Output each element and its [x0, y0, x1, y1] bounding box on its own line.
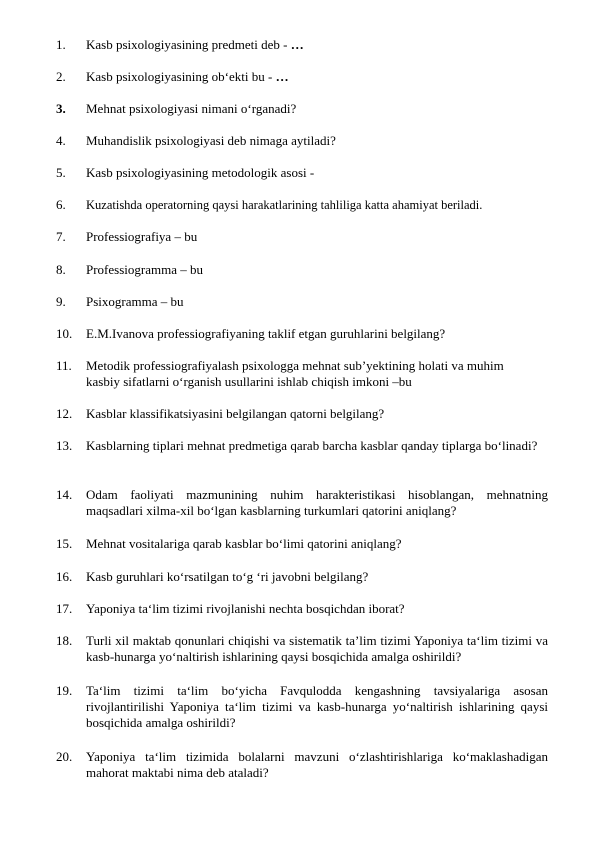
question-item — [56, 133, 548, 149]
question-text: Metodik professiografiyalash psixologga mehnat sub’yektining holati va muhim kasbiy sifatlarni o‘rganish usullarini ishlab chiqish imkoni –bu — [86, 358, 504, 389]
question-number: 14. — [56, 487, 73, 502]
question-number: 15. — [56, 536, 73, 551]
question-text: Yaponiya ta‘lim tizimida bolalarni mavzuni o‘zlashtirishlariga ko‘maklashadigan mahorat maktabi nima deb ataladi? — [86, 749, 548, 780]
question-item — [56, 487, 548, 519]
question-text: Kuzatishda operatorning qaysi harakatlarining tahliliga katta ahamiyat beriladi. — [86, 198, 483, 212]
question-text: Kasblarning tiplari mehnat predmetiga qarab barcha kasblar qanday tiplarga bo‘linadi? — [86, 438, 538, 453]
question-number: 19. — [56, 683, 73, 698]
question-text: Yaponiya ta‘lim tizimi rivojlanishi nechta bosqichdan iborat? — [86, 601, 405, 616]
question-number: 10. — [56, 326, 73, 341]
question-item — [56, 406, 548, 422]
question-text: Muhandislik psixologiyasi deb nimaga aytiladi? — [86, 133, 336, 148]
question-item — [56, 294, 548, 310]
question-item — [56, 326, 548, 342]
question-item — [56, 37, 548, 53]
question-body: Kasb psixologiyasining ob‘ekti bu - — [86, 69, 276, 84]
question-item — [56, 601, 548, 617]
question-number: 18. — [56, 633, 73, 648]
question-body: Kasb psixologiyasining predmeti deb - — [86, 37, 291, 52]
question-text: Kasblar klassifikatsiyasini belgilangan qatorni belgilang? — [86, 406, 385, 421]
ellipsis: … — [290, 37, 304, 52]
question-item — [56, 165, 548, 181]
question-text — [86, 69, 548, 85]
question-number: 7. — [56, 229, 66, 244]
question-number: 3. — [56, 101, 66, 116]
question-number: 13. — [56, 438, 73, 453]
question-number: 11. — [56, 358, 72, 373]
question-item — [56, 101, 548, 117]
question-text: Kasb psixologiyasining metodologik asosi - — [86, 165, 315, 180]
question-text: Professiografiya – bu — [86, 229, 198, 244]
question-item — [56, 683, 548, 731]
question-text: Psixogramma – bu — [86, 294, 184, 309]
question-number: 8. — [56, 262, 66, 277]
question-text: Kasb guruhlari ko‘rsatilgan to‘g ‘ri javobni belgilang? — [86, 569, 369, 584]
question-text: Mehnat psixologiyasi nimani o‘rganadi? — [86, 101, 297, 116]
question-item — [56, 438, 548, 454]
question-text — [86, 37, 548, 53]
question-text: Ta‘lim tizimi ta‘lim bo‘yicha Favqulodda kengashning tavsiyalariga asosan rivojlantirilishi Yaponiya ta‘lim tizimi va kasb-hunarga yo‘naltirish ishlarining qaysi bosqichida amalga oshirildi? — [86, 683, 548, 730]
question-number: 5. — [56, 165, 66, 180]
question-text: Professiogramma – bu — [86, 262, 203, 277]
question-text: E.M.Ivanova professiografiyaning taklif etgan guruhlarini belgilang? — [86, 326, 446, 341]
question-number: 16. — [56, 569, 73, 584]
question-item — [56, 69, 548, 85]
question-item — [56, 358, 548, 390]
question-text: Odam faoliyati mazmunining nuhim harakteristikasi hisoblangan, mehnatning maqsadlari xilma-xil bo‘lgan kasblarning turkumlari qatorini aniqlang? — [86, 487, 548, 518]
question-item — [56, 569, 548, 585]
question-item — [56, 633, 548, 665]
question-number: 9. — [56, 294, 66, 309]
question-number: 4. — [56, 133, 66, 148]
question-text: Mehnat vositalariga qarab kasblar bo‘limi qatorini aniqlang? — [86, 536, 402, 551]
question-item — [56, 262, 548, 278]
question-number: 17. — [56, 601, 73, 616]
question-number: 20. — [56, 749, 73, 764]
question-item — [56, 749, 548, 781]
question-number: 12. — [56, 406, 73, 421]
question-number: 6. — [56, 197, 66, 212]
question-number: 2. — [56, 69, 66, 84]
ellipsis: … — [275, 69, 289, 84]
question-item — [56, 536, 548, 552]
question-item — [56, 229, 548, 245]
question-number: 1. — [56, 37, 66, 52]
question-item — [56, 197, 548, 213]
question-text: Turli xil maktab qonunlari chiqishi va sistematik ta’lim tizimi Yaponiya ta‘lim tizimi va kasb-hunarga yo‘naltirish ishlarining qaysi bosqichida amalga oshirildi? — [86, 633, 548, 664]
